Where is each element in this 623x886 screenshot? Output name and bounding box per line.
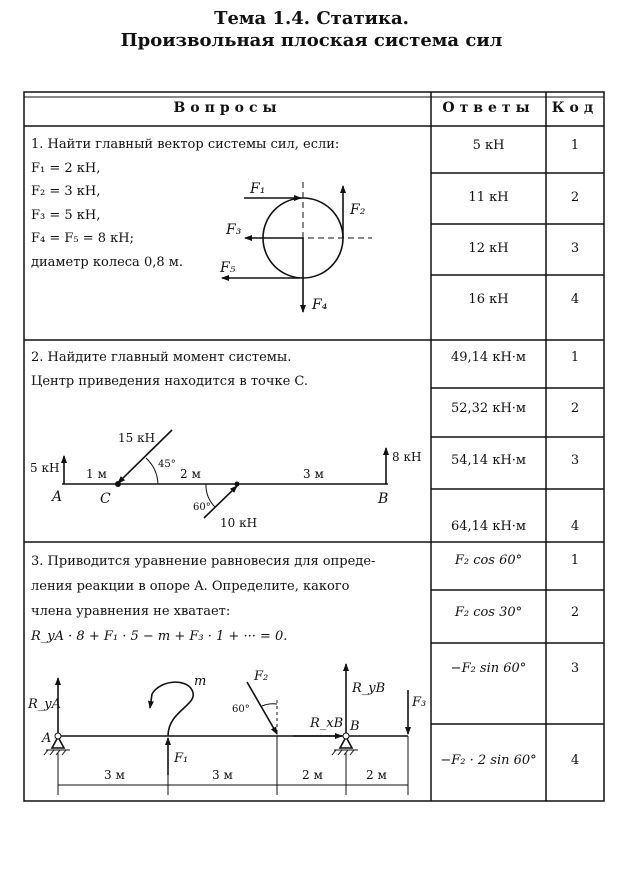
question-3-text xyxy=(31,549,426,649)
question-1-line: F₁ = 2 кН, xyxy=(31,160,101,176)
code-3-3: 3 xyxy=(570,661,580,676)
code-1-1: 1 xyxy=(570,138,580,153)
code-3-4: 4 xyxy=(570,753,580,768)
answer-2-2: 52,32 кН·м xyxy=(450,401,527,416)
label-f2: F₂ xyxy=(254,669,269,684)
label-b: B xyxy=(350,719,360,734)
label-m: m xyxy=(194,674,207,689)
label-2m: 2 м xyxy=(180,467,201,481)
header-questions: Вопросы xyxy=(173,100,282,116)
question-3-equation: R_yA · 8 + F₁ · 5 − m + F₃ · 1 + ··· = 0. xyxy=(31,629,288,644)
code-2-4: 4 xyxy=(570,519,580,534)
answer-1-4: 16 кН xyxy=(468,292,509,307)
label-c: C xyxy=(100,491,111,507)
label-3m-b: 3 м xyxy=(212,768,233,782)
question-3-line: ления реакции в опоре A. Определите, какого xyxy=(31,579,350,594)
page-title: Тема 1.4. Статика. xyxy=(214,8,409,29)
answer-3-2: F₂ cos 30° xyxy=(454,605,523,620)
question-1-text xyxy=(31,133,371,274)
label-60deg: 60° xyxy=(193,502,211,513)
label-ryb: R_yB xyxy=(352,681,386,696)
label-60deg: 60° xyxy=(232,704,250,715)
label-f3: F₃ xyxy=(412,695,427,710)
code-1-3: 3 xyxy=(570,241,580,256)
label-2m-b: 2 м xyxy=(366,768,387,782)
question-3-line: 3. Приводится уравнение равновесия для опреде- xyxy=(31,554,376,569)
label-15kn: 15 кН xyxy=(118,431,156,445)
answer-1-1: 5 кН xyxy=(472,138,505,153)
question-1-line: F₂ = 3 кН, xyxy=(31,184,101,199)
answer-2-3: 54,14 кН·м xyxy=(450,453,527,468)
label-3m: 3 м xyxy=(303,467,324,481)
header-answers: Ответы xyxy=(442,100,535,116)
answer-3-4: −F₂ · 2 sin 60° xyxy=(440,753,537,768)
answer-3-3: −F₂ sin 60° xyxy=(450,661,527,676)
label-8kn: 8 кН xyxy=(392,450,422,464)
label-1m: 1 м xyxy=(86,467,107,481)
code-1-2: 2 xyxy=(570,190,580,205)
answer-2-4: 64,14 кН·м xyxy=(450,519,527,534)
label-a: A xyxy=(42,731,52,746)
label-3m-a: 3 м xyxy=(104,768,125,782)
f5-label: F₅ xyxy=(220,260,236,276)
question-1-line: диаметр колеса 0,8 м. xyxy=(31,254,183,270)
code-1-4: 4 xyxy=(570,292,580,307)
label-10kn: 10 кН xyxy=(220,516,258,530)
label-b: B xyxy=(378,491,389,507)
page-subtitle: Произвольная плоская система сил xyxy=(120,30,503,51)
question-1-line: F₃ = 5 кН, xyxy=(31,207,101,223)
header-code: Код xyxy=(551,100,599,116)
answer-3-1: F₂ cos 60° xyxy=(454,553,523,568)
code-3-1: 1 xyxy=(570,553,580,568)
question-1-line: 1. Найти главный вектор системы сил, если: xyxy=(31,137,340,152)
code-2-2: 2 xyxy=(570,401,580,416)
f3-label: F₃ xyxy=(226,222,242,238)
question-3-line: члена уравнения не хватает: xyxy=(31,604,231,619)
question-1-line: F₄ = F₅ = 8 кН; xyxy=(31,231,135,246)
label-rya: R_yA xyxy=(28,697,62,712)
f4-label: F₄ xyxy=(312,297,328,313)
answer-1-3: 12 кН xyxy=(468,241,509,256)
label-5kn: 5 кН xyxy=(30,461,60,475)
f1-label: F₁ xyxy=(250,181,266,197)
answer-2-1: 49,14 кН·м xyxy=(450,350,527,365)
f2-label: F₂ xyxy=(350,202,366,218)
label-rxb: R_xB xyxy=(310,716,344,731)
label-a: A xyxy=(52,489,63,505)
question-2-text xyxy=(31,346,426,393)
label-2m-a: 2 м xyxy=(302,768,323,782)
code-3-2: 2 xyxy=(570,605,580,620)
answer-1-2: 11 кН xyxy=(468,190,509,205)
label-f1: F₁ xyxy=(174,751,189,766)
question-2-line: Центр приведения находится в точке C. xyxy=(31,373,309,389)
code-2-3: 3 xyxy=(570,453,580,468)
label-45deg: 45° xyxy=(158,459,176,470)
question-2-line: 2. Найдите главный момент системы. xyxy=(31,350,292,365)
code-2-1: 1 xyxy=(570,350,580,365)
